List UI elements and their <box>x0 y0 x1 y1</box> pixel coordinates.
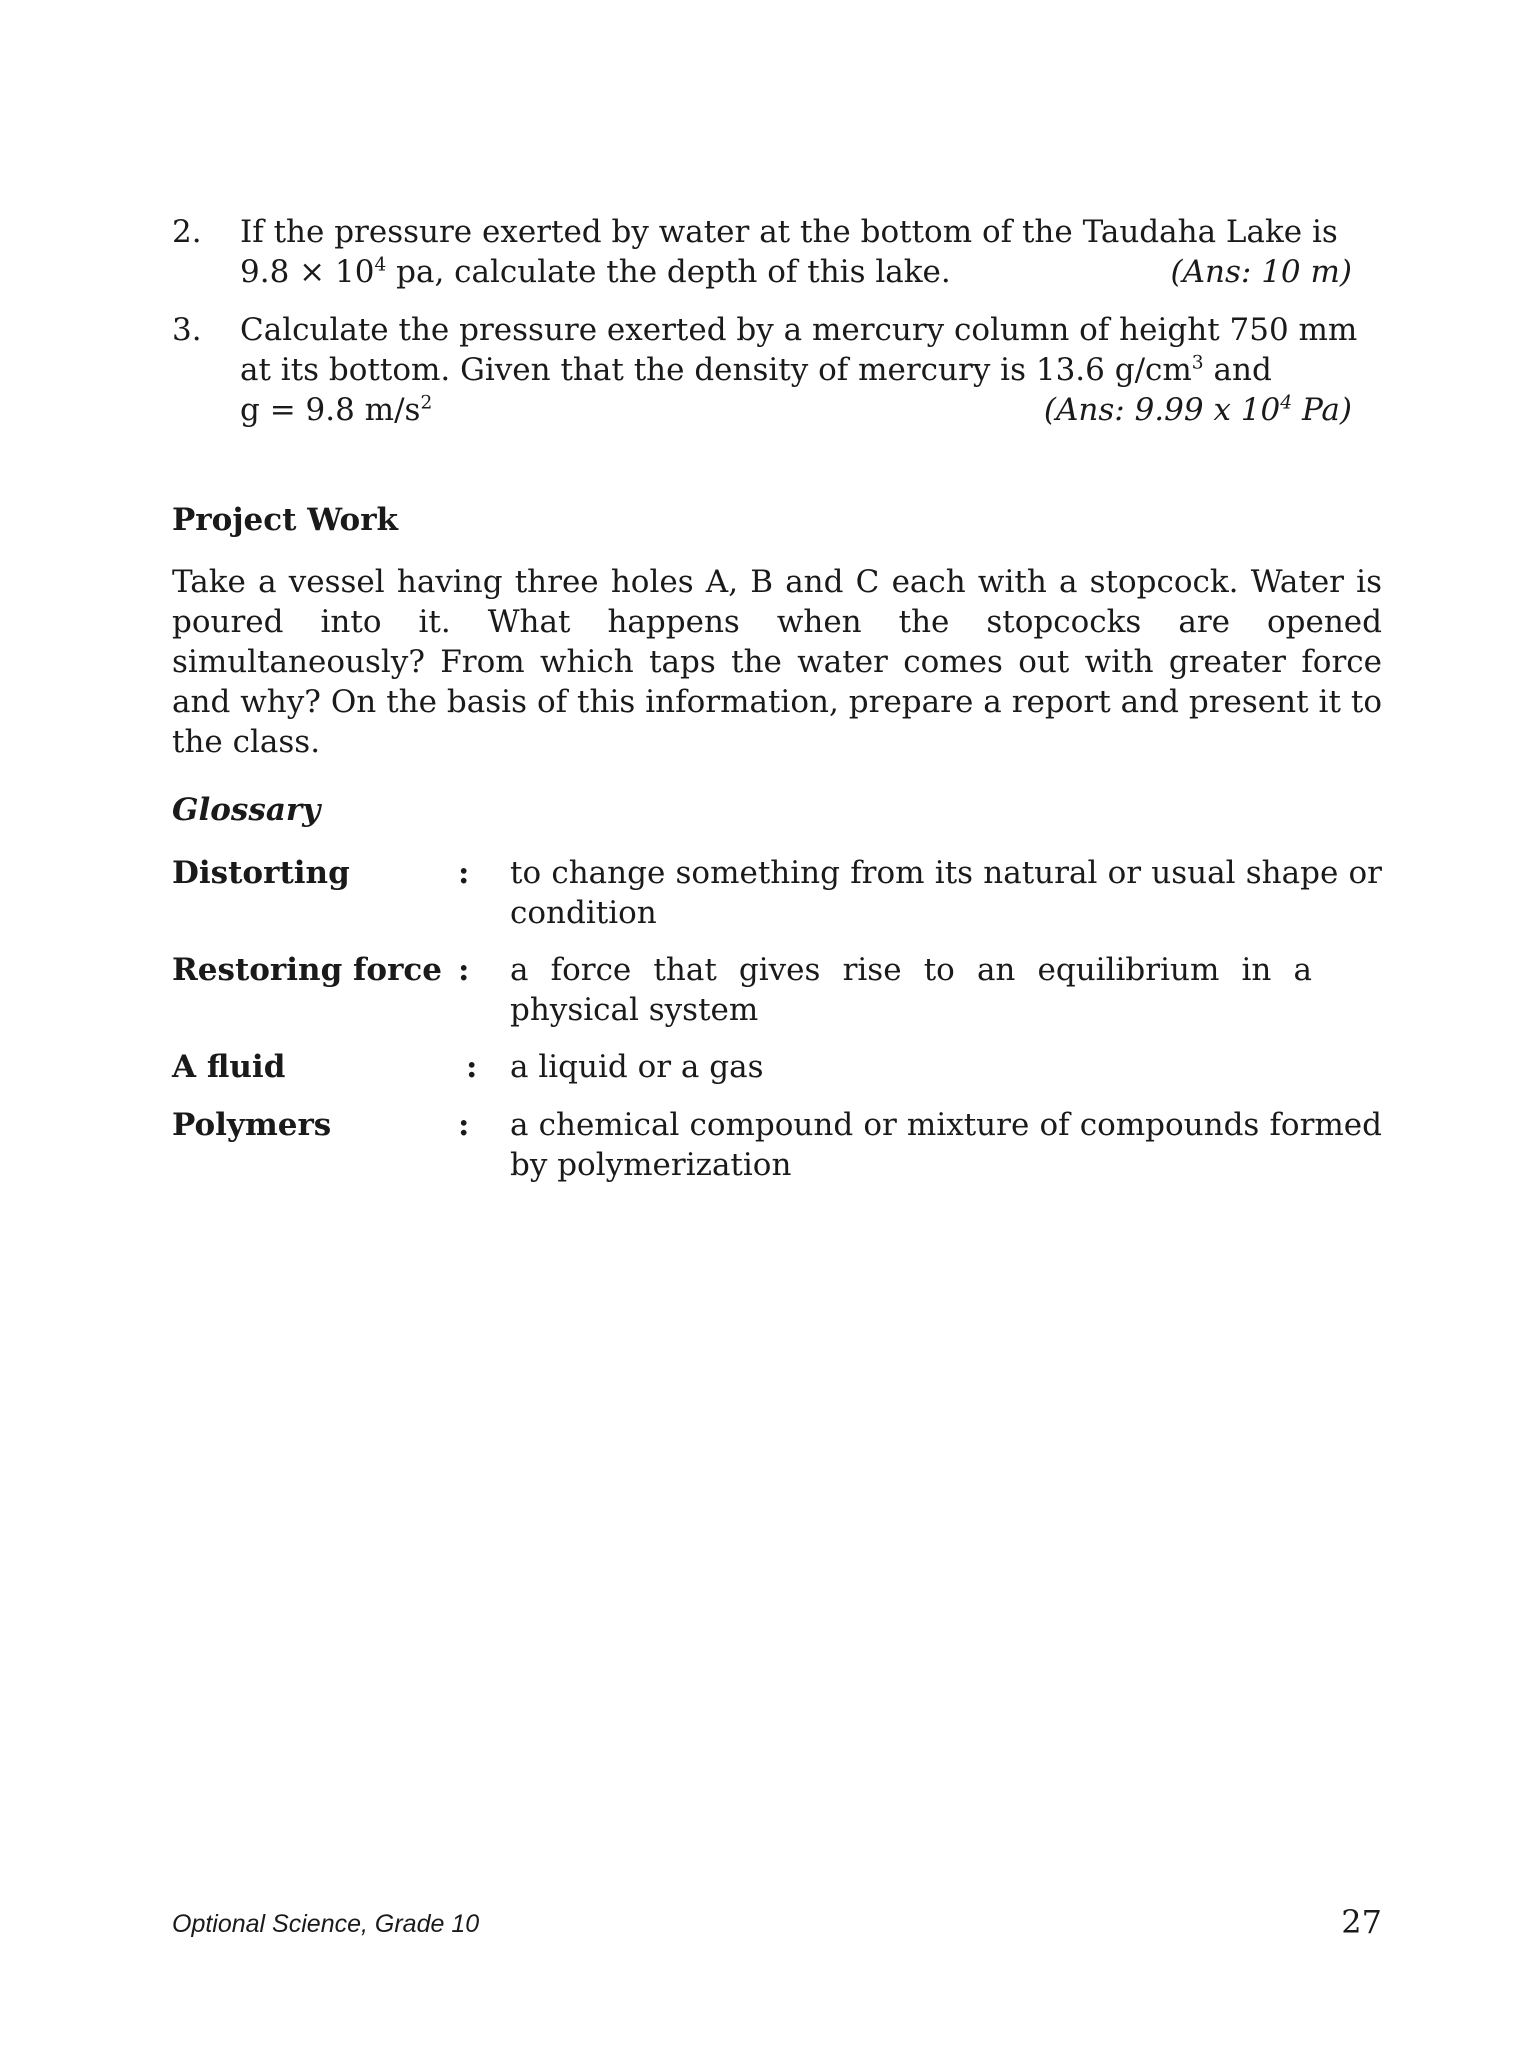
question-number: 2. <box>172 214 202 250</box>
glossary-colon: : <box>458 855 470 891</box>
project-work-heading: Project Work <box>172 502 399 538</box>
answer: (Ans: 10 m) <box>1170 254 1352 290</box>
footer-book-title: Optional Science, Grade 10 <box>172 1910 480 1938</box>
answer: (Ans: 9.99 x $10^4$ Pa) <box>1043 392 1352 428</box>
glossary-entry <box>172 853 1382 933</box>
question-text-line1: If the pressure exerted by water at the bottom of the Taudaha Lake is <box>240 214 1338 250</box>
question-text-line2: at its bottom. Given that the density of mercury is 13.6 $g/cm^3$ and <box>240 352 1272 388</box>
glossary-colon: : <box>458 1107 470 1143</box>
question-number: 3. <box>172 312 202 348</box>
glossary-entry <box>172 1105 1382 1185</box>
question-text-line2: $9.8 \times 10^4$ pa, calculate the depth of this lake. <box>240 254 951 290</box>
glossary-term: A fluid <box>172 1049 286 1085</box>
question-2 <box>172 212 1382 292</box>
glossary-entry <box>172 1047 1382 1087</box>
glossary-entry <box>172 950 1382 1030</box>
glossary-colon: : <box>466 1049 478 1085</box>
glossary-heading: Glossary <box>172 792 321 828</box>
glossary-colon: : <box>458 952 470 988</box>
glossary-term: Distorting <box>172 855 350 891</box>
glossary-term: Restoring force <box>172 952 442 988</box>
question-text-line1: Calculate the pressure exerted by a mercury column of height 750 mm <box>240 312 1358 348</box>
glossary-definition: a chemical compound or mixture of compounds formed by polymerization <box>510 1107 1382 1183</box>
project-work-text: Take a vessel having three holes A, B and C each with a stopcock. Water is poured into it. What happens when the stopcocks are opened simultaneously? From which taps the water comes out with greater force and why? On the basis of this information, prepare a report and present it to the class. <box>172 564 1382 760</box>
glossary-definition: a liquid or a gas <box>510 1049 764 1085</box>
question-3 <box>172 310 1382 430</box>
glossary-definition: a force that gives rise to an equilibrium in a physical system <box>510 952 1312 1028</box>
glossary-definition: to change something from its natural or usual shape or condition <box>510 855 1382 931</box>
question-text-line3: g = 9.8 $m/s^2$ <box>240 392 433 428</box>
glossary-term: Polymers <box>172 1107 332 1143</box>
page-number: 27 <box>1341 1903 1382 1941</box>
